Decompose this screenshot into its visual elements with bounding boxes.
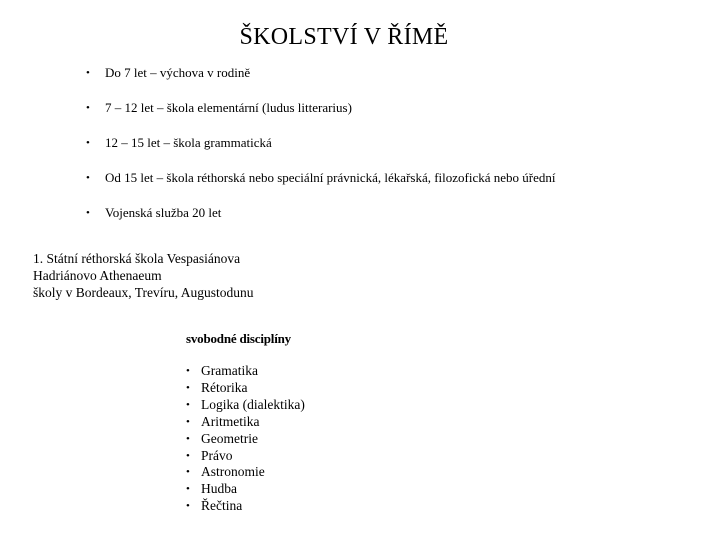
discipline-item (186, 414, 305, 431)
discipline-item (186, 448, 305, 465)
disciplines-heading: svobodné disciplíny (186, 331, 291, 346)
discipline-item (186, 464, 305, 481)
school-item: 1. Státní réthorská škola Vespasiánova (33, 251, 241, 266)
main-bullet-list (86, 62, 556, 237)
disciplines-list (186, 363, 305, 515)
list-item (86, 202, 556, 237)
bullet-icon: • (86, 172, 90, 184)
bullet-icon: • (186, 381, 190, 394)
list-item (86, 97, 556, 132)
bullet-icon: • (186, 466, 190, 479)
bullet-icon: • (186, 483, 190, 496)
discipline-item (186, 380, 305, 397)
discipline-label: Logika (dialektika) (201, 396, 305, 412)
discipline-label: Právo (201, 447, 233, 463)
discipline-label: Řečtina (201, 498, 243, 514)
bullet-icon: • (186, 398, 190, 411)
bullet-icon: • (86, 102, 90, 114)
list-item (86, 62, 556, 97)
discipline-label: Astronomie (201, 464, 265, 480)
discipline-label: Hudba (201, 481, 237, 497)
schools-list (33, 250, 254, 301)
list-item-text: Od 15 let – škola réthorská nebo speciální právnická, lékařská, filozofická nebo úřední (105, 170, 556, 185)
list-item-text: 7 – 12 let – škola elementární (ludus litterarius) (105, 100, 352, 115)
discipline-item (186, 363, 305, 380)
discipline-label: Aritmetika (201, 413, 260, 429)
list-item (86, 167, 556, 202)
discipline-item (186, 431, 305, 448)
slide-title: ŠKOLSTVÍ V ŘÍMĚ (239, 24, 449, 50)
discipline-label: Geometrie (201, 430, 258, 446)
discipline-label: Rétorika (201, 379, 248, 395)
bullet-icon: • (86, 137, 90, 149)
list-item-text: Vojenská služba 20 let (105, 205, 222, 220)
discipline-item (186, 498, 305, 515)
list-item-text: 12 – 15 let – škola grammatická (105, 135, 272, 150)
discipline-item (186, 397, 305, 414)
bullet-icon: • (186, 415, 190, 428)
bullet-icon: • (186, 432, 190, 445)
bullet-icon: • (186, 365, 190, 377)
bullet-icon: • (186, 449, 190, 462)
discipline-label: Gramatika (201, 363, 258, 378)
list-item (86, 132, 556, 167)
school-item: školy v Bordeaux, Trevíru, Augustodunu (33, 285, 254, 300)
bullet-icon: • (86, 207, 90, 219)
bullet-icon: • (86, 67, 90, 79)
bullet-icon: • (186, 500, 190, 513)
school-item: Hadriánovo Athenaeum (33, 268, 162, 283)
list-item-text: Do 7 let – výchova v rodině (105, 65, 251, 80)
discipline-item (186, 481, 305, 498)
